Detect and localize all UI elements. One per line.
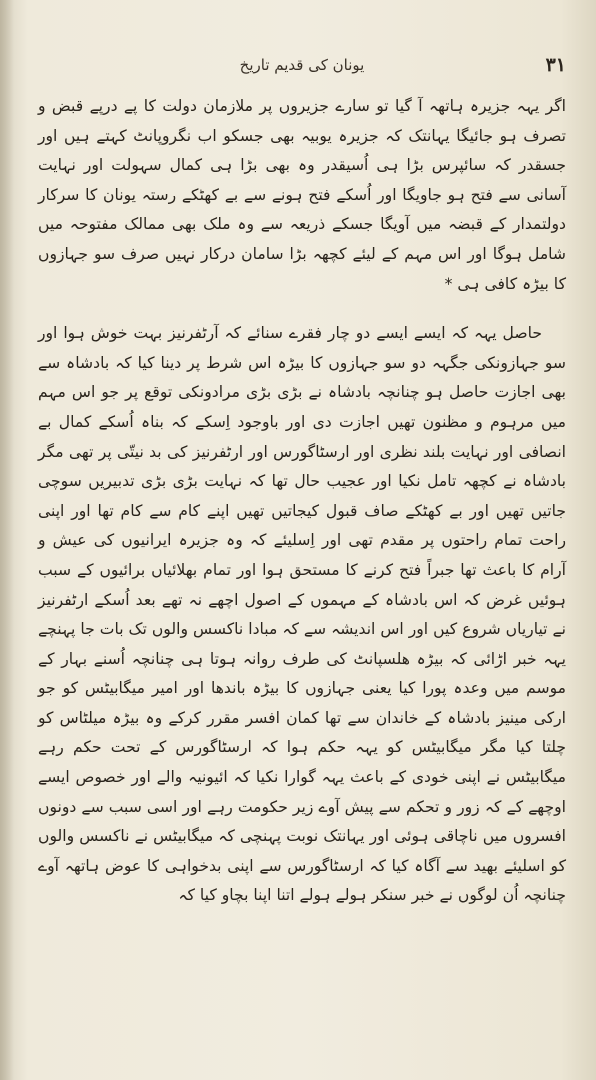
page-body xyxy=(38,92,566,911)
paragraph-2: حاصل یہہ کہ ایسے ایسے دو چار فقرے سنائے کہ آرٹفرنیز بہت خوش ہوا اور سو جہازونکی جگہہ دو سو جہازوں کا بیڑہ اس شرط پر دینا کیا کہ بادشاہ سے بھی اجازت حاصل ہو چنانچہ بادشاہ نے بڑی بڑی مرادونکی توقع پر جو اس مہم میں مرہوم و مظنون تھیں اجازت دی اور باوجود اِسکے کہ بناہ اُسکے کمال بے انصافی اور نہایت بلند نظری اور ارسٹاگورس اور ارٹفرنیز کی بد نیتّی پر تھی مگر بادشاہ نے کچھہ تامل نکیا اور عجیب حال تھا کہ نہایت بڑی بڑی تدبیریں سوچی جاتیں تھیں اور بے کھٹکے صاف قبول کیجاتیں تھیں اپنے کام سے کام تھا اور اپنی راحت تمام راحتوں پر مقدم تھی اور اِسلیئے کہ وہ جزیرہ ایرانیوں کی عیش و آرام کا باعث تھا جبراً فتح کرنے کا مستحق ہوا اور تمام بھلائیاں برائیوں کے سبب ہوئیں غرض کہ اس بادشاہ کے مہموں کے اصول اچھے نہ تھے بعد اُسکے ارٹفرنیز نے تیاریاں شروع کیں اور اس اندیشہ سے کہ مبادا ناکسس والوں تک بات جا پہنچے یہہ خبر اڑائی کہ بیڑہ ھلسپانٹ کی طرف روانہ ہوتا ہی چنانچہ اُسنے بہار کے موسم میں وعدہ پورا کیا یعنی جہازوں کا بیڑہ باندھا اور امیر میگابیٹس کو جو ارکی مینیز بادشاہ کے خاندان سے تھا کمان افسر مقرر کرکے وہ بیڑہ میلٹاس کو چلتا کیا مگر میگابیٹس کو یہہ حکم ہوا کہ ارسٹاگورس کے تحت حکم رہے میگابیٹس نے اپنی خودی کے باعث یہہ گوارا نکیا کہ ائیونیہ والے اور خصوص ایسے اوچھے کے کہ زور و تحکم سے پیش آوے زیر حکومت رہے اور اسی سبب سے دونوں افسروں میں ناچاقی ہوئی اور یہانتک نوبت پہنچی کہ میگابیٹس نے ناکسس والوں کو اسلیئے بھید سے آگاہ کیا کہ ارسٹاگورس سے اپنی بدخواہی کا عوض ہاتھہ آوے چنانچہ اُن لوگوں نے خبر سنکر ہولے ہولے اتنا اپنا بچاو کیا کہ xyxy=(38,324,566,905)
running-title: یونان کی قدیم تاریخ xyxy=(239,56,365,74)
page-number: ۳۱ xyxy=(545,54,566,76)
page-header xyxy=(38,52,566,92)
paragraph-1: اگر یہہ جزیرہ ہاتھہ آ گیا تو سارے جزیروں پر ملازمان دولت کا پے درپے قبض و تصرف ہو جائیگا یہانتک کہ جزیرہ یوبیہ بھی جسکو اب نگروپانٹ کہتے ہیں اور جسقدر کہ سائپرس بڑا ہی اُسیقدر وہ بھی بڑا ہی کمال سہولت اور نہایت آسانی سے فتح ہو جاویگا اور اُسکے فتح ہونے سے بے کھٹکے رستہ یونان کا سرکار دولتمدار کے قبضہ میں آویگا جسکے ذریعہ سے وہ ملک بھی ممالک مفتوحہ میں شامل ہوگا اور اس مہم کے لیئے کچھہ بڑا سامان درکار نہیں صرف سو جہازوں کا بیڑہ کافی ہی * xyxy=(38,97,566,293)
